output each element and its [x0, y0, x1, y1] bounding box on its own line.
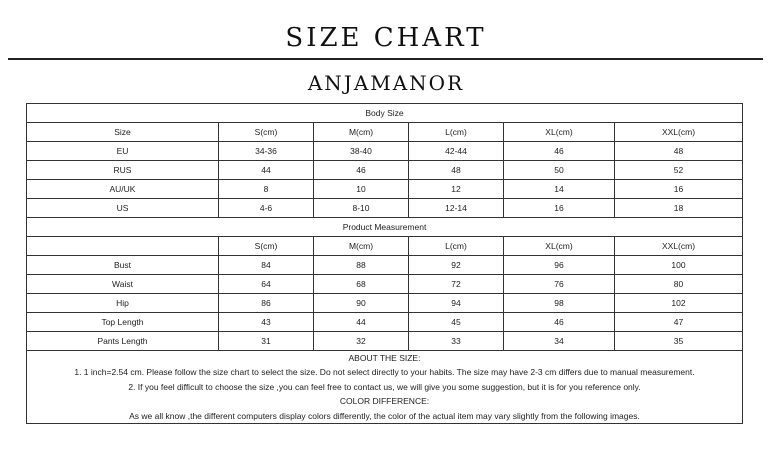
table-cell: 8 [219, 180, 314, 199]
table-cell: 52 [615, 161, 743, 180]
table-cell: 90 [314, 294, 409, 313]
table-cell: 16 [504, 199, 615, 218]
table-cell: 42-44 [409, 142, 504, 161]
row-label-cell: Top Length [27, 313, 219, 332]
table-row [27, 142, 743, 161]
column-header: XL(cm) [504, 237, 615, 256]
table-cell: 4-6 [219, 199, 314, 218]
table-cell: 32 [314, 332, 409, 351]
table-cell: 34 [504, 332, 615, 351]
table-cell: 72 [409, 275, 504, 294]
table-cell: 8-10 [314, 199, 409, 218]
table-cell: 50 [504, 161, 615, 180]
table-cell: 76 [504, 275, 615, 294]
table-cell: 34-36 [219, 142, 314, 161]
table-row [27, 313, 743, 332]
table-cell: 46 [504, 142, 615, 161]
table-cell: 43 [219, 313, 314, 332]
table-row [27, 294, 743, 313]
table-row [27, 161, 743, 180]
row-label-cell: AU/UK [27, 180, 219, 199]
about-size-note-1: 1. 1 inch=2.54 cm. Please follow the size chart to select the size. Do not select directly to your habits. The size may have 2-3 cm differs due to manual measurement. [74, 367, 695, 378]
column-header: XL(cm) [504, 123, 615, 142]
size-chart-title: SIZE CHART [285, 23, 487, 53]
table-cell: 98 [504, 294, 615, 313]
brand-name: ANJAMANOR [307, 71, 465, 95]
table-cell: 16 [615, 180, 743, 199]
body-size-section-row [27, 104, 743, 123]
table-row [27, 332, 743, 351]
table-cell: 31 [219, 332, 314, 351]
column-header: S(cm) [219, 237, 314, 256]
table-row [27, 275, 743, 294]
notes-cell [27, 351, 743, 424]
table-cell: 18 [615, 199, 743, 218]
table-cell: 88 [314, 256, 409, 275]
table-cell: 100 [615, 256, 743, 275]
column-header: M(cm) [314, 123, 409, 142]
column-header: L(cm) [409, 123, 504, 142]
table-cell: 96 [504, 256, 615, 275]
column-header: XXL(cm) [615, 123, 743, 142]
table-cell: 47 [615, 313, 743, 332]
column-header: L(cm) [409, 237, 504, 256]
table-cell: 94 [409, 294, 504, 313]
title-divider [8, 58, 763, 60]
table-cell: 92 [409, 256, 504, 275]
table-cell: 33 [409, 332, 504, 351]
row-label-cell: RUS [27, 161, 219, 180]
table-cell: 48 [615, 142, 743, 161]
column-header [27, 237, 219, 256]
column-header: M(cm) [314, 237, 409, 256]
table-cell: 102 [615, 294, 743, 313]
table-cell: 64 [219, 275, 314, 294]
notes-row [27, 351, 743, 424]
row-label-cell: Bust [27, 256, 219, 275]
table-cell: 45 [409, 313, 504, 332]
color-difference-heading: COLOR DIFFERENCE: [339, 396, 430, 407]
table-cell: 35 [615, 332, 743, 351]
table-row [27, 180, 743, 199]
table-cell: 84 [219, 256, 314, 275]
table-cell: 68 [314, 275, 409, 294]
color-difference-note: As we all know ,the different computers display colors differently, the color of the actual item may vary slightly from the following images. [129, 410, 640, 421]
product-measurement-section-row [27, 218, 743, 237]
body-size-header-row [27, 123, 743, 142]
row-label-cell: Waist [27, 275, 219, 294]
table-cell: 48 [409, 161, 504, 180]
about-size-heading: ABOUT THE SIZE: [348, 353, 421, 363]
table-row [27, 256, 743, 275]
body-size-section-title: Body Size [27, 104, 743, 123]
column-header: Size [27, 123, 219, 142]
size-chart-table [26, 103, 743, 424]
table-cell: 44 [314, 313, 409, 332]
column-header: XXL(cm) [615, 237, 743, 256]
table-cell: 10 [314, 180, 409, 199]
row-label-cell: Hip [27, 294, 219, 313]
table-row [27, 199, 743, 218]
table-cell: 12-14 [409, 199, 504, 218]
product-measurement-section-title: Product Measurement [27, 218, 743, 237]
row-label-cell: Pants Length [27, 332, 219, 351]
table-cell: 12 [409, 180, 504, 199]
table-cell: 14 [504, 180, 615, 199]
table-cell: 46 [504, 313, 615, 332]
row-label-cell: US [27, 199, 219, 218]
table-cell: 46 [314, 161, 409, 180]
table-cell: 80 [615, 275, 743, 294]
product-measurement-header-row [27, 237, 743, 256]
column-header: S(cm) [219, 123, 314, 142]
table-cell: 44 [219, 161, 314, 180]
row-label-cell: EU [27, 142, 219, 161]
table-cell: 38-40 [314, 142, 409, 161]
table-cell: 86 [219, 294, 314, 313]
about-size-note-2: 2. If you feel difficult to choose the size ,you can feel free to contact us, we will give you some suggestion, but it is for you reference only. [128, 381, 641, 392]
